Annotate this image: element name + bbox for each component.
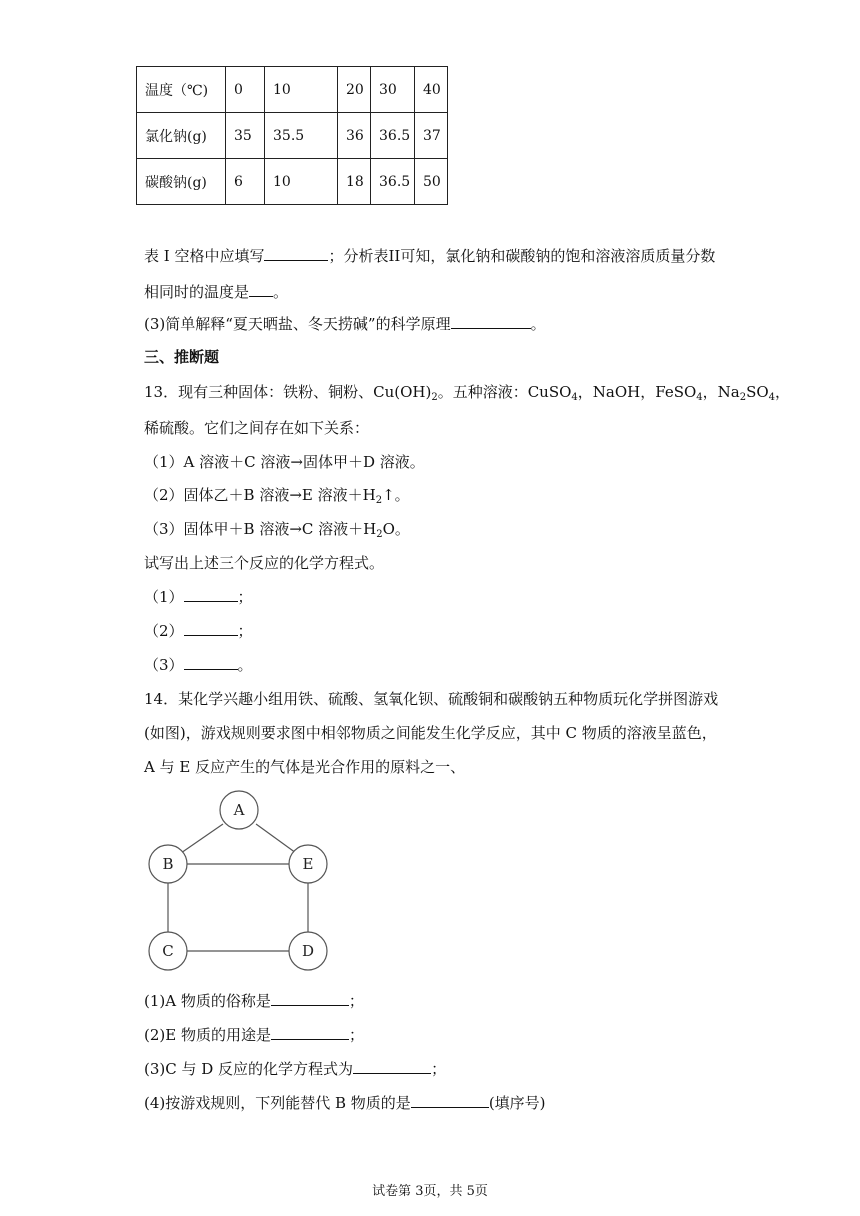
q12-line3: (3)简单解释“夏天晒盐、冬天捞碱”的科学原理 。 [144,315,546,333]
q12-line2: 相同时的温度是 。 [144,283,289,301]
node-b-label: B [162,855,174,873]
q14-sub-4: (4)按游戏规则，下列能替代 B 物质的是 (填序号) [144,1094,546,1112]
edge-a-e [256,824,296,853]
page-footer: 试卷第 3页，共 5页 [372,1184,488,1199]
node-a-label: A [233,801,245,819]
q13-intro-line2: 稀硫酸。它们之间存在如下关系： [144,419,370,437]
q13-answer-3: （3） 。 [144,656,253,674]
table-cell: 35.5 [265,113,338,159]
row-label: 氯化钠(g) [137,113,226,159]
q14-para-line1: 14．某化学兴趣小组用铁、硫酸、氢氧化钡、硫酸铜和碳酸钠五种物质玩化学拼图游戏 [144,690,719,708]
table-cell: 36.5 [371,113,415,159]
node-e-label: E [302,855,314,873]
table-cell: 20 [338,67,371,113]
table-cell: 18 [338,159,371,205]
q13-reaction-3: （3）固体甲＋B 溶液→C 溶液$+H_2O$。 [144,520,410,540]
q14-sub-1: (1)A 物质的俗称是 ； [144,992,364,1010]
q12-line1: 表 I 空格中应填写 ；分析表II可知，氯化钠和碳酸钠的饱和溶液溶质质量分数 [144,247,716,265]
node-c-label: C [162,942,174,960]
table-cell: 35 [226,113,265,159]
q13-intro-line1: 13．现有三种固体：铁粉、铜粉、$Cu(OH)_2$。五种溶液：CuSO$_4$，NaOH，FeSO$_4$，$Na_2SO_4$， [144,383,791,403]
table-cell: 10 [265,159,338,205]
q13-reaction-1: （1）A 溶液＋C 溶液→固体甲＋D 溶液。 [144,453,425,471]
section-heading: 三、推断题 [144,348,220,366]
q14-para-line2: (如图)，游戏规则要求图中相邻物质之间能发生化学反应，其中 C 物质的溶液呈蓝色， [144,724,717,742]
answer-blank[interactable] [271,991,349,1006]
table-cell: 40 [415,67,448,113]
table-cell: 10 [265,67,338,113]
q13-ask: 试写出上述三个反应的化学方程式。 [144,554,385,572]
table-cell: 50 [415,159,448,205]
table-cell: 30 [371,67,415,113]
table-cell: 36.5 [371,159,415,205]
table-cell: 6 [226,159,265,205]
row-label: 温度（℃) [137,67,226,113]
edge-a-b [181,824,223,853]
q13-reaction-2: （2）固体乙＋B 溶液→E 溶液$+H_2↑$。 [144,486,410,506]
q14-sub-2: (2)E 物质的用途是 ； [144,1026,364,1044]
q13-answer-2: （2） ； [144,622,253,640]
node-d-label: D [301,942,315,960]
answer-blank[interactable] [411,1093,489,1108]
q14-sub-3: (3)C 与 D 反应的化学方程式为 ； [144,1060,447,1078]
row-label: 碳酸钠(g) [137,159,226,205]
table-cell: 37 [415,113,448,159]
answer-blank[interactable] [271,1025,349,1040]
answer-blank[interactable] [353,1059,431,1074]
table-cell: 36 [338,113,371,159]
q13-answer-1: （1） ； [144,588,253,606]
q14-para-line3: A 与 E 反应产生的气体是光合作用的原料之一、 [144,758,466,776]
table-cell: 0 [226,67,265,113]
